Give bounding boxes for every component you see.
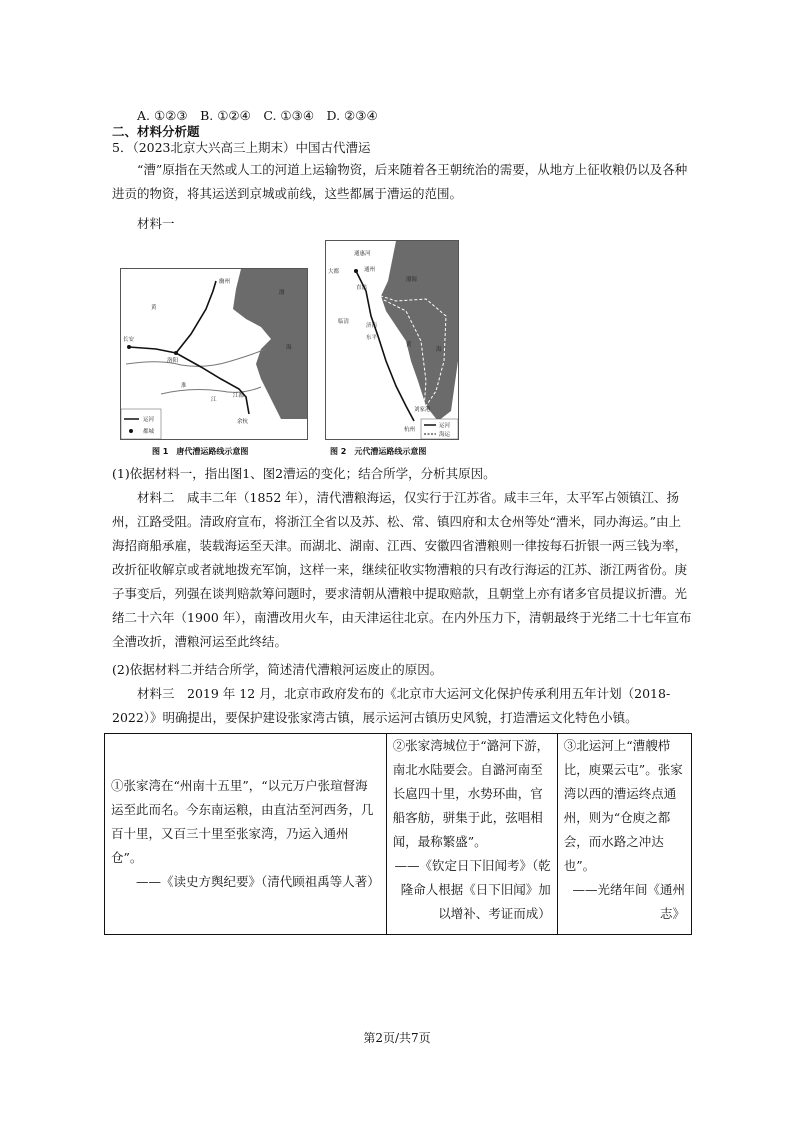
svg-text:临清: 临清 (338, 319, 350, 325)
table-cell-1 (105, 734, 387, 935)
fig1-caption: 图 1 唐代漕运路线示意图 (152, 447, 249, 456)
table-cell-2 (386, 734, 557, 935)
svg-text:渤: 渤 (279, 290, 285, 296)
section-title: 二、材料分析题 (112, 124, 200, 139)
svg-text:刘家港: 刘家港 (414, 407, 431, 413)
svg-text:运河: 运河 (439, 423, 451, 429)
svg-text:海: 海 (436, 347, 442, 353)
cell-2-source: ——《钦定日下旧闻考》（乾隆命人根据《日下旧闻》加以增补、考证而成） (394, 858, 551, 921)
cell-3-text: ③北运河上“漕艘栉比，庾粟云屯”。张家湾以西的漕运终点通州，则为“仓庾之都会，而水路之冲达也”。 (563, 738, 683, 873)
tang-canal-map-svg (121, 269, 307, 439)
svg-text:海: 海 (286, 345, 292, 351)
q5-header: 5．（2023北京大兴高三上期末）中国古代漕运 (112, 140, 371, 155)
svg-text:运河: 运河 (143, 417, 155, 423)
svg-text:通州: 通州 (364, 267, 376, 273)
table-row (105, 734, 692, 935)
yuan-canal-map (325, 240, 459, 440)
yuan-canal-map-svg (326, 241, 458, 439)
svg-text:东平: 东平 (366, 335, 378, 341)
material2-paragraph: 材料二 咸丰二年（1852 年），清代漕粮海运，仅实行于江苏省。咸丰三年，太平军占领镇江、扬州，江路受阻。清政府宣布，将浙江全省以及苏、松、常、镇四府和太仓州等处“漕米，同办海运。”由上海招商船承雇，装载海运至天津。而湖北、湖南、江西、安徽四省漕粮则一律按每石折银一两三钱为率，改折征收解京或者就地拨充军饷，这样一来，继续征收实物漕粮的只有改行海运的江苏、浙江两省份。庚子事变后，列强在谈判赔款筹问题时，要求清朝从漕粮中提取赔款，且朝堂上亦有诸多官员提议折漕。光绪二十六年（1900 年），南漕改用火车，由天津运往北京。在内外压力下，清朝最终于光绪二十七年宣布全漕改折，漕粮河运至此终结。 (112, 490, 692, 649)
intro-paragraph: “漕”原指在天然或人工的河道上运输物资，后来随着各王朝统治的需要，从地方上征收粮仍以及各种进贡的物资，将其运送到京城或前线，这些都属于漕运的范围。 (112, 162, 688, 201)
svg-text:黄: 黄 (151, 305, 157, 311)
cell-3-source: ——光绪年间《通州志》 (572, 882, 685, 921)
question-1: (1)依据材料一，指出图1、图2漕运的变化；结合所学，分析其原因。 (112, 466, 496, 481)
svg-text:淮: 淮 (181, 383, 187, 389)
svg-text:长安: 长安 (123, 337, 135, 343)
svg-text:杭州: 杭州 (404, 427, 416, 433)
svg-text:大都: 大都 (328, 269, 340, 275)
material3-paragraph: 材料三 2019 年 12 月，北京市政府发布的《北京市大运河文化保护传承利用五年计划（2018-2022）》明确提出，要保护建设张家湾古镇，展示运河古镇历史风貌，打造漕运文化特色小镇。 (112, 686, 671, 725)
svg-text:通惠河: 通惠河 (354, 251, 371, 257)
svg-text:江: 江 (211, 397, 217, 403)
svg-text:幽州: 幽州 (219, 279, 231, 285)
cell-1-source: ——《读史方舆纪要》（清代顾祖禹等人著） (135, 874, 380, 889)
tang-canal-map (120, 268, 308, 440)
svg-text:渤海: 渤海 (406, 277, 418, 283)
q4-options: A. ①②③ B. ①②④ C. ①③④ D. ②③④ (137, 108, 378, 123)
svg-text:济南: 济南 (366, 323, 378, 329)
svg-text:海运: 海运 (439, 432, 451, 438)
page-footer: 第2页/共7页 (363, 1031, 431, 1045)
material1-label: 材料一 (137, 216, 175, 231)
question-2: (2)依据材料二并结合所学，简述清代漕粮河运废止的原因。 (112, 662, 443, 677)
fig2-caption: 图 2 元代漕运路线示意图 (330, 447, 427, 456)
svg-text:洛阳: 洛阳 (167, 358, 179, 364)
svg-text:都城: 都城 (143, 429, 155, 435)
table-cell-3 (557, 734, 691, 935)
svg-text:余杭: 余杭 (237, 419, 249, 425)
svg-text:直沽: 直沽 (356, 285, 368, 291)
cell-1-text: ①张家湾在“州南十五里”，“以元万户张瑄督海运至此而名。今东南运粮，由直沽至河西务，几百十里，又百三十里至张家湾，乃运入通州仓”。 (111, 778, 374, 865)
cell-2-text: ②张家湾城位于“潞河下游，南北水陆要会。自潞河南至长扈四十里，水势环曲，官船客舫，骈集于此，弦唱相闻，最称繁盛”。 (392, 738, 550, 849)
material3-table (104, 733, 692, 935)
svg-text:江都: 江都 (233, 393, 245, 399)
svg-text:黄: 黄 (406, 342, 412, 348)
